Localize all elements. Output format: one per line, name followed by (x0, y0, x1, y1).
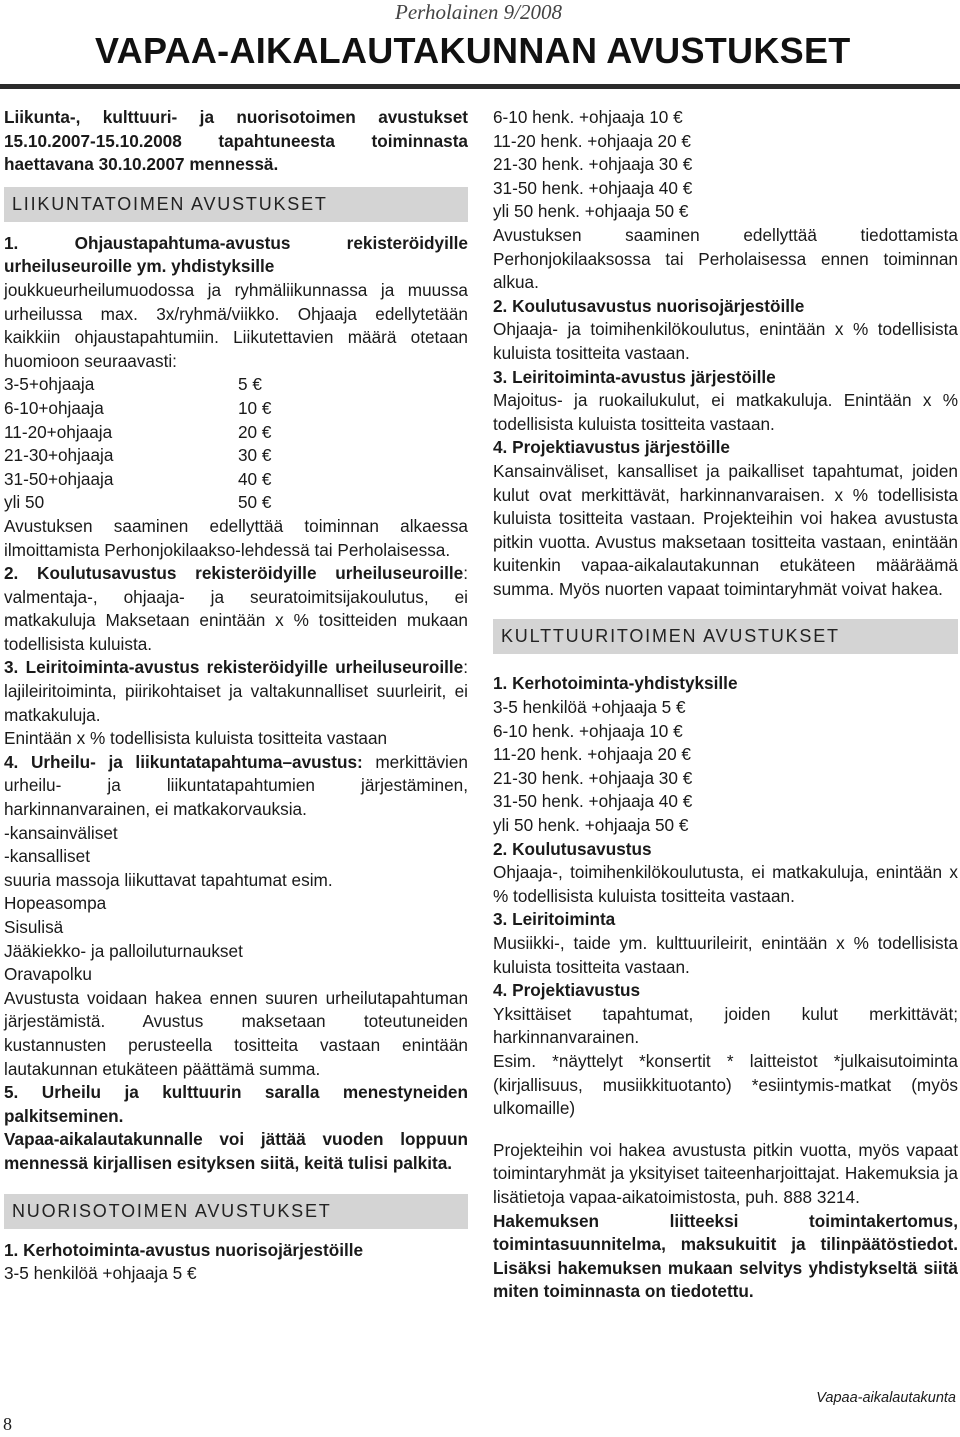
closing-text: Hakemuksen liitteeksi toimintakertomus, toimintasuunnitelma, maksukuitit ja tilinpäätöstiedot. Lisäksi hakemuksen mukaan selvitys yhdistykseltä siitä miten toiminnasta on tiedotettu. (493, 1210, 958, 1302)
k3-text: Musiikki-, taide ym. kulttuurileirit, enintään x % todellisista kuluista tositteita vastaan. (493, 933, 958, 977)
left-column (4, 106, 468, 1286)
list-item: -kansainväliset (4, 822, 118, 843)
rate-row: 31-50+ohjaaja 40 € (4, 468, 272, 489)
right-column (493, 106, 958, 1304)
rate-line: 11-20 henk. +ohjaaja 20 € (493, 744, 691, 765)
section-heading-liikuntatoimi: LIIKUNTATOIMEN AVUSTUKSET (4, 187, 468, 222)
title-rule (0, 84, 960, 89)
item3-note: Enintään x % todellisista kuluista tositteita vastaan (4, 728, 388, 749)
k4-example: Esim. *näyttelyt *konsertit * laitteistot *julkaisutoiminta (kirjallisuus, musiikkituotanto) *esiintymis-matkat (myös ulkomaille) (493, 1050, 958, 1119)
rate-row: 6-10+ohjaaja 10 € (4, 397, 272, 418)
n3-text: Majoitus- ja ruokailukulut, ei matkakuluja. Enintään x % todellisista kuluista tositteita vastaan. (493, 390, 958, 434)
n3-heading: 3. Leiritoiminta-avustus järjestöille (493, 366, 776, 387)
n4-heading: 4. Projektiavustus järjestöille (493, 437, 730, 458)
list-item: Sisulisä (4, 917, 64, 937)
list-item: -kansalliset (4, 846, 90, 867)
k2-heading: 2. Koulutusavustus (493, 838, 652, 859)
issue-label: Perholainen 9/2008 (395, 0, 563, 24)
item3: 3. Leiritoiminta-avustus rekisteröidyille urheiluseuroille: lajileiritoiminta, piirikohtaiset ja valtakunnalliset suurleirit, ei matkakuluja. (4, 657, 468, 725)
k3-heading: 3. Leiritoiminta (493, 909, 616, 930)
item4: 4. Urheilu- ja liikuntatapahtuma–avustus: merkittävien urheilu- ja liikuntatapahtumien järjestäminen, harkinnanvarainen, ei matkakorvauksia. (4, 751, 468, 820)
k1-heading: 1. Kerhotoiminta-yhdistyksille (493, 673, 738, 694)
rate-line: yli 50 henk. +ohjaaja 50 € (493, 815, 689, 836)
rate-line: 6-10 henk. +ohjaaja 10 € (493, 720, 683, 741)
rate-line: 3-5 henkilöä +ohjaaja 5 € (493, 697, 686, 718)
section-heading-kulttuuritoimi: KULTTUURITOIMEN AVUSTUKSET (493, 619, 958, 654)
list-item: Jääkiekko- ja palloiluturnaukset (4, 940, 243, 961)
list-item: suuria massoja liikuttavat tapahtumat esim. (4, 869, 333, 890)
list-item: Oravapolku (4, 964, 92, 985)
page-number: 8 (3, 1414, 12, 1434)
intro-text: Liikunta-, kulttuuri- ja nuorisotoimen avustukset 15.10.2007-15.10.2008 tapahtuneesta toiminnasta haettavana 30.10.2007 mennessä. (4, 107, 468, 175)
rate-row: yli 50 50 € (4, 492, 272, 513)
item2: 2. Koulutusavustus rekisteröidyille urheiluseuroille: valmentaja-, ohjaaja- ja seuratoimitsijakoulutus, ei matkakuluja Maksetaan enintään x % tositteiden mukaan todellisista kuluista. (4, 563, 468, 654)
rate-table (4, 373, 468, 515)
item5-text: Vapaa-aikalautakunnalle voi jättää vuoden loppuun mennessä kirjallisen esityksen siitä, keitä tulisi palkita. (4, 1129, 468, 1173)
section-heading-nuorisotoimi: NUORISOTOIMEN AVUSTUKSET (4, 1194, 468, 1229)
k4-text: Yksittäiset tapahtumat, joiden kulut merkittävät; harkinnanvarainen. (493, 1003, 958, 1048)
item1-text: joukkueurheilumuodossa ja ryhmäliikunnassa ja muussa urheilussa max. 3x/ryhmä/viikko. Ohjaaja edellytetään kaikkiin ohjaustapahtumiin. Liikutettavien määrä otetaan huomioon seuraavasti: (4, 279, 468, 371)
item1-note: Avustuksen saaminen edellyttää toiminnan alkaessa ilmoittamista Perhonjokilaakso-lehdessä tai Perholaisessa. (4, 515, 468, 560)
k2-text: Ohjaaja-, toimihenkilökoulutusta, ei matkakuluja, enintään x % todellisista kuluista tositteita vastaan. (493, 862, 958, 906)
n2-text: Ohjaaja- ja toimihenkilökoulutus, enintään x % todellisista kuluista tositteita vastaan. (493, 319, 958, 363)
n4-text: Kansainväliset, kansalliset ja paikalliset tapahtumat, joiden kulut ovat merkittävät, harkinnanvaraisen. x % todellisista kuluista tositteita vastaan. Projekteihin voi hakea avustusta pitkin vuotta. Avustus maksetaan tositteita vastaan, enintään kuitenkin vapaa-aikalautakunnan etukäteen määräämä summa. Myös nuorten vapaat toimintaryhmät voivat hakea. (493, 460, 958, 599)
rate-row: 11-20+ohjaaja 20 € (4, 421, 272, 442)
rate-line: 21-30 henk. +ohjaaja 30 € (493, 767, 693, 788)
rate-line: 11-20 henk. +ohjaaja 20 € (493, 130, 691, 151)
n1-heading: 1. Kerhotoiminta-avustus nuorisojärjestöille (4, 1239, 364, 1260)
signature: Vapaa-aikalautakunta (816, 1390, 956, 1406)
n1-note: Avustuksen saaminen edellyttää tiedottamista Perhonjokilaaksossa tai Perholaisessa ennen toiminnan alkua. (493, 224, 958, 293)
item1-heading: 1. Ohjaustapahtuma-avustus rekisteröidyille urheiluseuroille ym. yhdistyksille (4, 232, 468, 277)
rate-line: 21-30 henk. +ohjaaja 30 € (493, 154, 693, 175)
item5-heading: 5. Urheilu ja kulttuurin saralla menestyneiden palkitseminen. (4, 1082, 468, 1126)
list-item: Hopeasompa (4, 893, 107, 914)
n1-rate: 3-5 henkilöä +ohjaaja 5 € (4, 1263, 197, 1284)
rate-row: 21-30+ohjaaja 30 € (4, 445, 272, 466)
k4-apply: Projekteihin voi hakea avustusta pitkin vuotta, myös vapaat toimintaryhmät ja yksityiset taiteenharjoittajat. Hakemuksia ja lisätietoja vapaa-aikatoimistosta, puh. 888 3214. (493, 1139, 958, 1207)
n2-heading: 2. Koulutusavustus nuorisojärjestöille (493, 295, 805, 316)
rate-line: 31-50 henk. +ohjaaja 40 € (493, 177, 693, 198)
rate-row: 3-5+ohjaaja 5 € (4, 374, 262, 395)
rate-line: yli 50 henk. +ohjaaja 50 € (493, 201, 689, 222)
item4-note: Avustusta voidaan hakea ennen suuren urheilutapahtuman järjestämistä. Avustus maksetaan toteutuneiden kustannusten perusteella tositteita vastaan enintään lautakunnan etukäteen päättämä summa. (4, 987, 468, 1079)
page-title: VAPAA-AIKALAUTAKUNNAN AVUSTUKSET (95, 30, 851, 71)
rate-line: 6-10 henk. +ohjaaja 10 € (493, 107, 683, 127)
rate-line: 31-50 henk. +ohjaaja 40 € (493, 791, 693, 812)
k4-heading: 4. Projektiavustus (493, 980, 641, 1001)
